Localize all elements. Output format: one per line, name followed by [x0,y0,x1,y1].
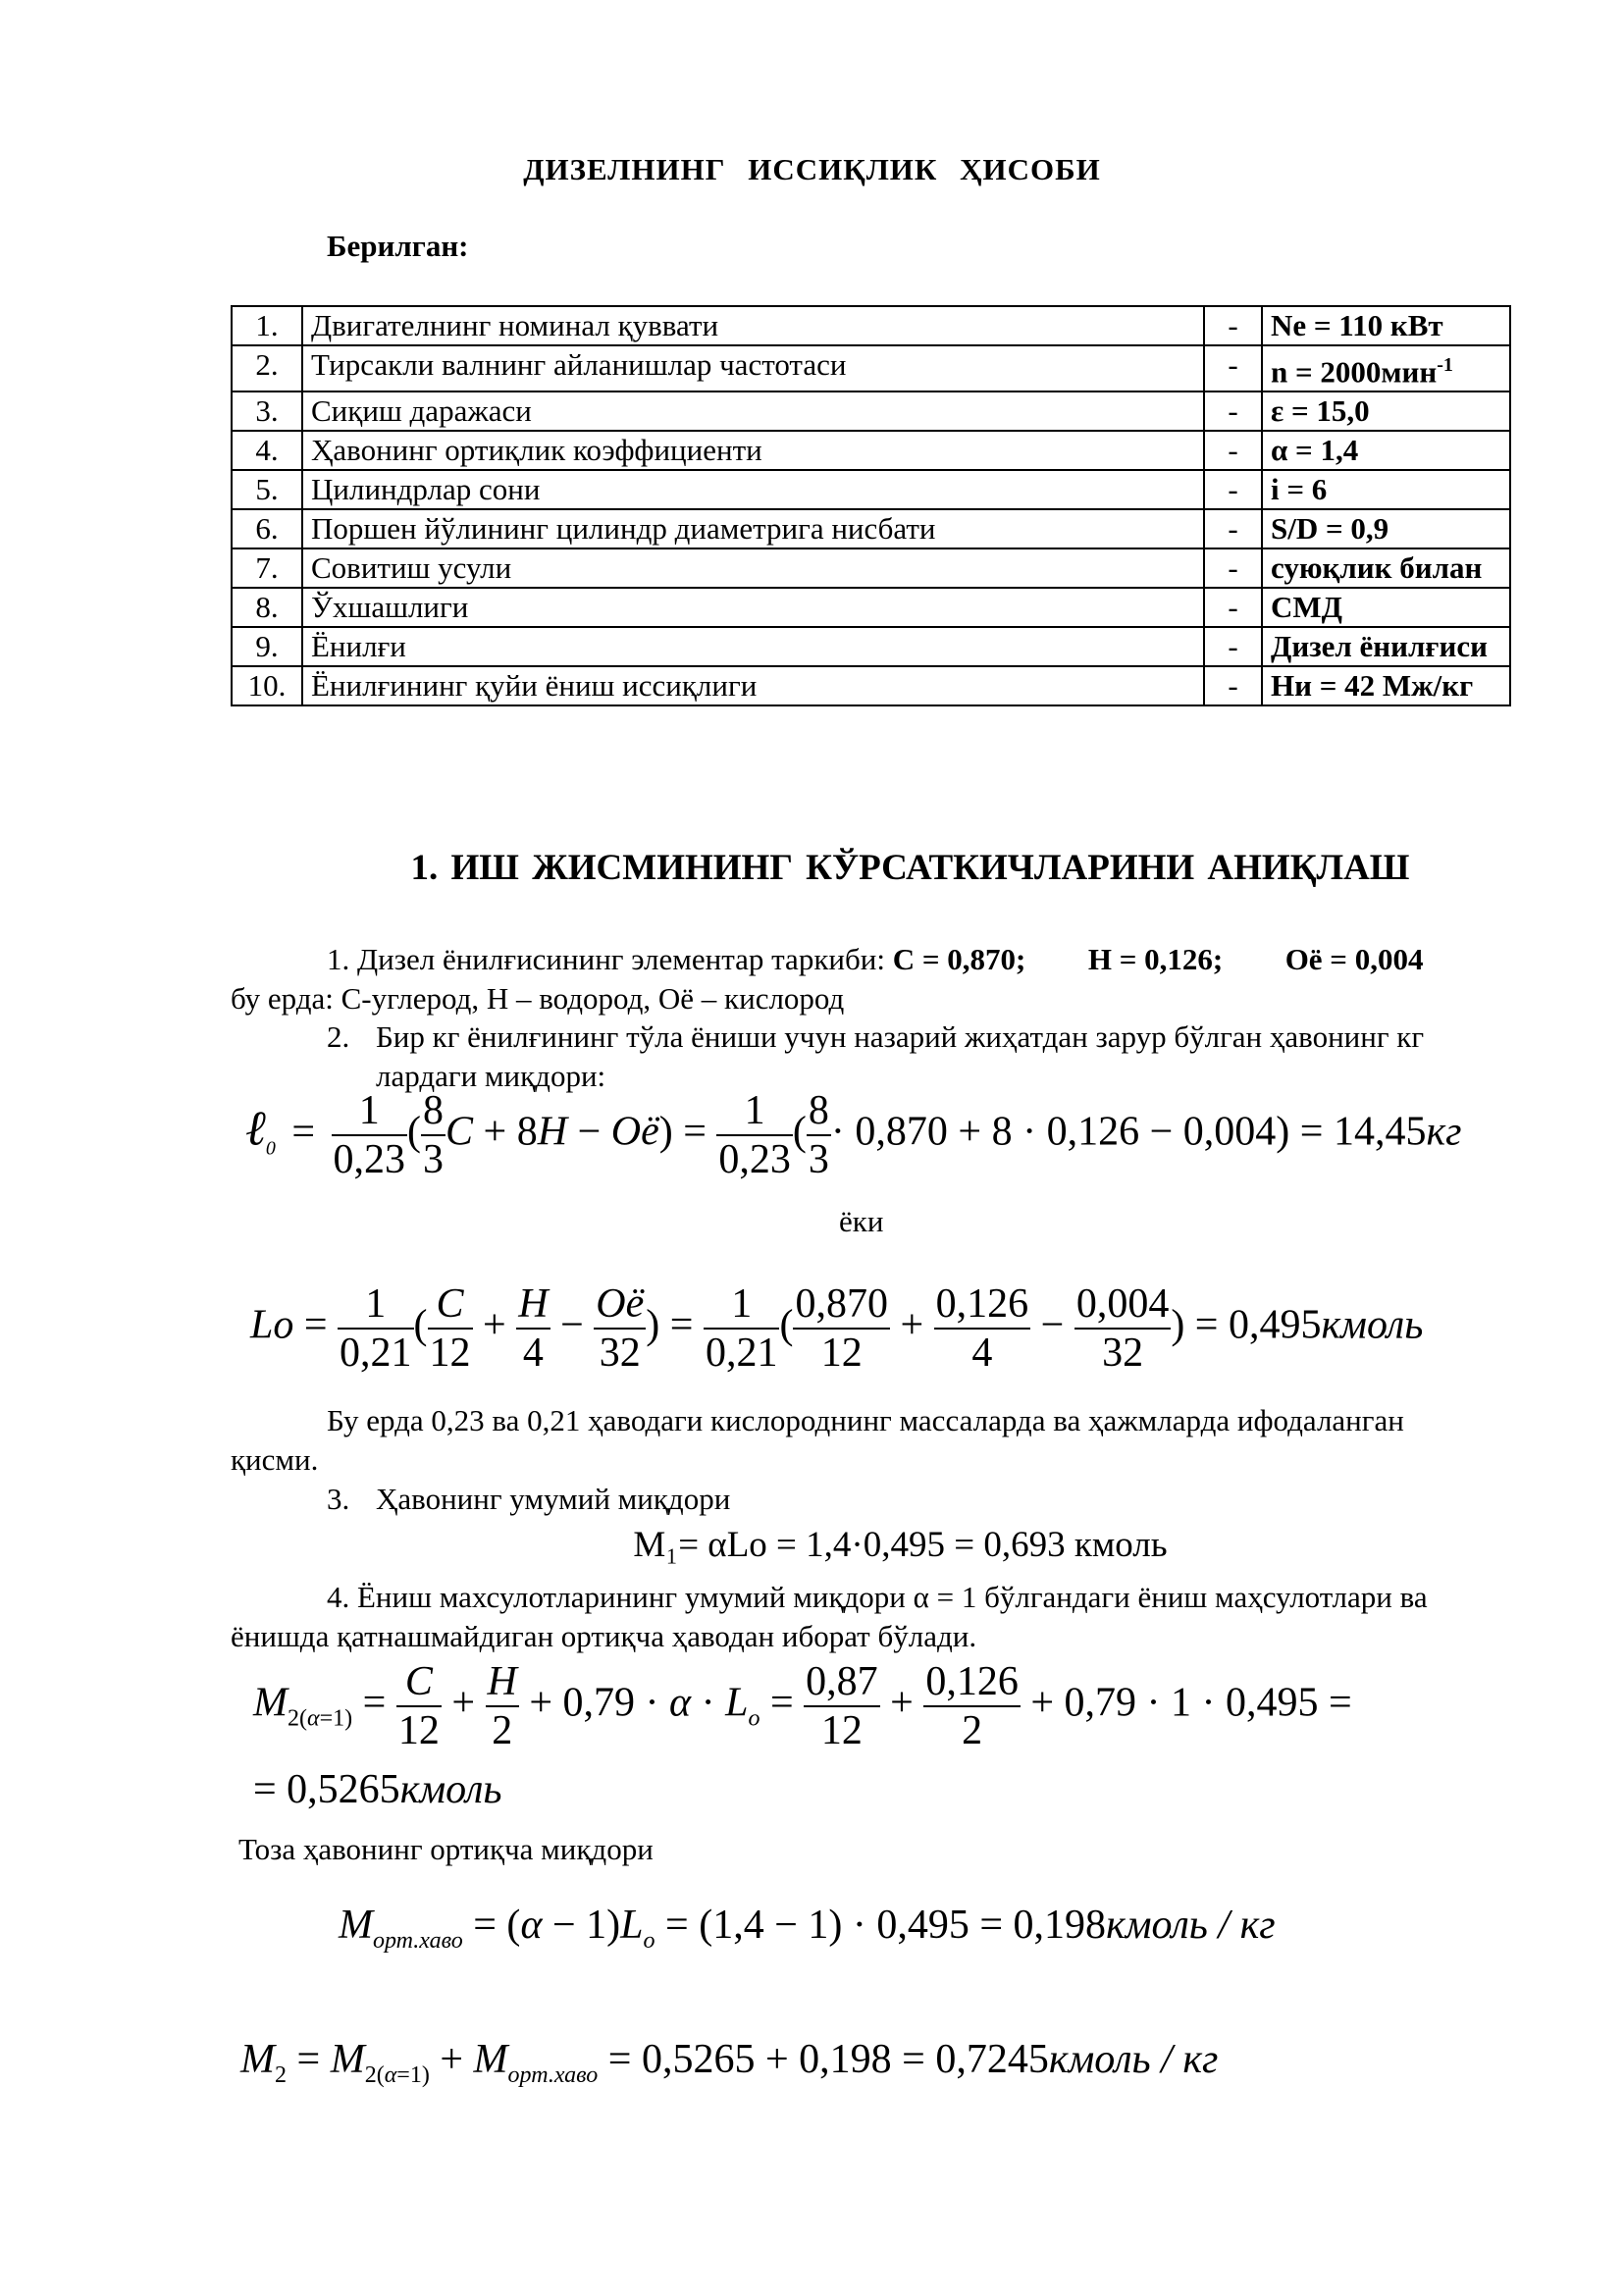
row-number: 2. [232,345,302,391]
parameters-table [231,305,1511,706]
row-value [1262,627,1510,666]
row-description: Ёнилғининг қуйи ёниш иссиқлиги [302,666,1204,705]
row-value-text: ε = 15,0 [1271,393,1370,429]
row-value-text: суюқлик билан [1271,550,1483,586]
list-number-2: 2. [327,1019,350,1054]
row-value [1262,431,1510,470]
row-value-text: α = 1,4 [1271,433,1359,468]
table-row [232,470,1510,509]
row-value [1262,306,1510,345]
equation-m2-alpha1-result: = 0,5265кмоль [253,1767,502,1812]
row-number: 4. [232,431,302,470]
table-row [232,627,1510,666]
row-number: 6. [232,509,302,548]
given-label: Берилган: [327,229,469,263]
row-number: 5. [232,470,302,509]
row-description: Сиқиш даражаси [302,391,1204,431]
section-title: 1. ИШ ЖИСМИНИНГ КЎРСАТКИЧЛАРИНИ АНИҚЛАШ [410,848,1410,888]
equation-m1: M₁= αLo = 1,4·0,495 = 0,693 кмоль [633,1525,1168,1565]
row-description: Тирсакли валнинг айланишлар частотаси [302,345,1204,391]
table-row [232,391,1510,431]
composition-text: 1. Дизел ёнилғисининг элементар таркиби: [327,942,885,976]
air-theoretical-text: Бир кг ёнилғининг тўла ёниши учун назарий жиҳатдан зарур бўлган ҳавонинг кг лардаги миқдори: [376,1019,1425,1093]
table-row [232,431,1510,470]
row-number: 10. [232,666,302,705]
hydrogen-value: Н = 0,126; [1087,942,1224,976]
row-value [1262,588,1510,627]
table-row [232,588,1510,627]
row-dash: - [1204,306,1262,345]
row-value [1262,470,1510,509]
products-paragraph: 4. Ёниш махсулотларининг умумий миқдори α = 1 бўлгандаги ёниш маҳсулотлари ва ёнишда қатнашмайдиган ортиқча ҳаводан иборат бўлади. [231,1580,1428,1653]
table-row [232,306,1510,345]
equation-m2: $M_2 = M_{2(\alpha=1)} + M_{орт.хаво} = 0,5265 + 0,198$ = 0,7245кмоль / кг [240,2037,1219,2088]
composition-legend: бу ерда: С-углерод, Н – водород, Оё – кислород [231,981,845,1016]
row-value [1262,391,1510,431]
row-dash: - [1204,391,1262,431]
oxygen-value: Оё = 0,004 [1284,942,1424,976]
row-value [1262,666,1510,705]
row-description: Поршен йўлининг цилиндр диаметрига нисбати [302,509,1204,548]
row-description: Ўхшашлиги [302,588,1204,627]
table-row [232,548,1510,588]
row-value-text: Дизел ёнилғиси [1271,629,1488,664]
equation-Lo: Lo = $\frac{1}{0,21}$ ( $\frac{C}{12}$ + $\frac{H}{4}$ − $\frac{Oё}{32}$ ) = $\frac{1}{0,21}$ ( $\frac{0,870}{12}$ + $\frac{0,126}{4}$ − $\frac{0,004}{32}$ ) = 0,495кмоль [250,1281,1424,1376]
row-dash: - [1204,431,1262,470]
row-dash: - [1204,345,1262,391]
row-value-text: n = 2000мин [1271,354,1438,390]
equation-l0: ℓ$_0$ = $\frac{1}{0,23}$ ( $\frac{8}{3}$ C + 8H − Oё) = $\frac{1}{0,23}$ ( $\frac{8}{3}$ · 0,870 + 8 · 0,126 − 0,004) = 14,45кг [245,1088,1462,1182]
total-air-text: Ҳавонинг умумий миқдори [376,1482,731,1516]
or-word: ёки [839,1204,884,1238]
row-number: 9. [232,627,302,666]
row-dash: - [1204,588,1262,627]
row-value [1262,548,1510,588]
row-value-text: i = 6 [1271,472,1328,507]
row-description: Ёнилғи [302,627,1204,666]
row-dash: - [1204,627,1262,666]
equation-m-excess: $M_{орт.хаво} = (\alpha - 1)L_o = (1,4 - 1) \cdot 0,495$ = 0,198кмоль / кг [339,1903,1276,1954]
carbon-value: С = 0,870; [892,942,1026,976]
row-description: Двигателнинг номинал қуввати [302,306,1204,345]
row-dash: - [1204,666,1262,705]
row-value-text: S/D = 0,9 [1271,511,1389,547]
excess-air-label: Тоза ҳавонинг ортиқча миқдори [238,1832,654,1866]
row-number: 1. [232,306,302,345]
row-dash: - [1204,509,1262,548]
row-number: 8. [232,588,302,627]
table-row [232,666,1510,705]
composition-paragraph [327,940,1485,979]
row-description: Совитиш усули [302,548,1204,588]
equation-m2-alpha1: $M_{2(\alpha=1)}$ = $\frac{C}{12}$ + $\frac{H}{2}$ + $0,79 \cdot \alpha \cdot L_o$ = $\frac{0,87}{12}$ + $\frac{0,126}{2}$ + 0,79 · 1 · 0,495 = [253,1659,1352,1753]
list-number-3: 3. [327,1482,350,1516]
page-title: ДИЗЕЛНИНГ ИССИҚЛИК ҲИСОБИ [523,152,1101,186]
row-number: 3. [232,391,302,431]
row-dash: - [1204,548,1262,588]
row-description: Ҳавонинг ортиқлик коэффициенти [302,431,1204,470]
row-value-text: Ни = 42 Мж/кг [1271,668,1474,704]
row-number: 7. [232,548,302,588]
row-dash: - [1204,470,1262,509]
row-value [1262,509,1510,548]
table-row [232,345,1510,391]
note-paragraph: Бу ерда 0,23 ва 0,21 ҳаводаги кислороднинг массаларда ва ҳажмларда ифодаланган қисми. [231,1403,1404,1477]
table-row [232,509,1510,548]
row-value-text: СМД [1271,590,1342,625]
row-description: Цилиндрлар сони [302,470,1204,509]
row-value-superscript: -1 [1437,354,1453,376]
row-value [1262,345,1510,391]
row-value-text: Ne = 110 кВт [1271,308,1443,342]
